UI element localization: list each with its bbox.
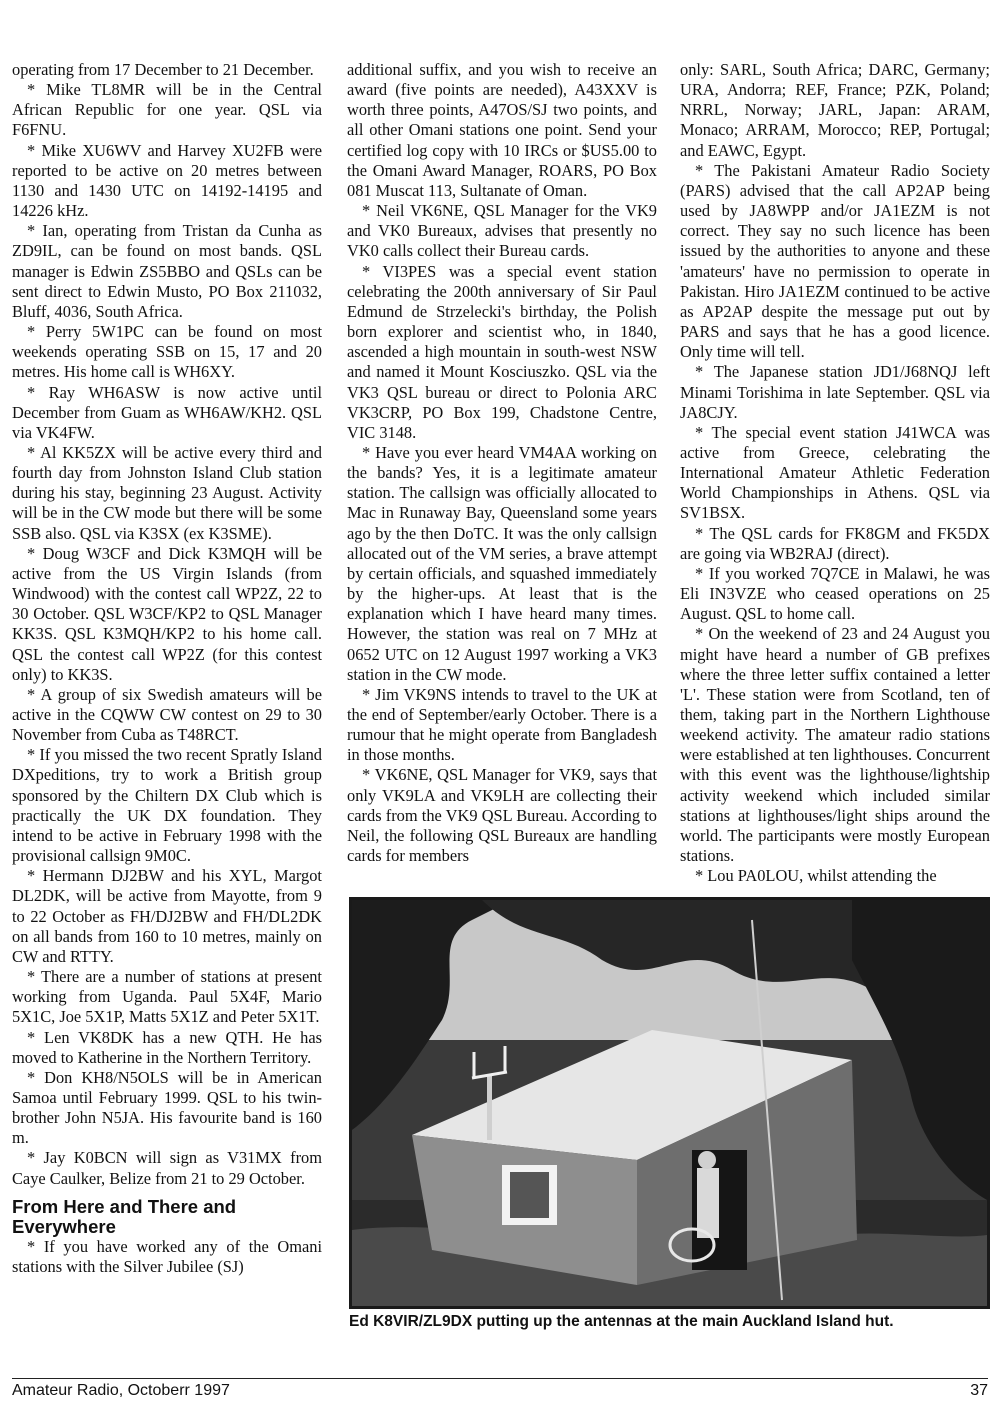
paragraph: * Perry 5W1PC can be found on most weekends operating SSB on 15, 17 and 20 metres. His home call is WH6XY. [12,322,322,382]
paragraph: * Mike TL8MR will be in the Central African Republic for one year. QSL via F6FNU. [12,80,322,140]
paragraph: * If you missed the two recent Spratly Island DXpeditions, try to work a British group sponsored by the Chiltern DX Club which is practically the UK DX foundation. They intend to be active in February 1998 with the provisional callsign 9M0C. [12,745,322,866]
paragraph: * Don KH8/N5OLS will be in American Samoa until February 1999. QSL to his twin-brother John N5JA. His favourite band is 160 m. [12,1067,322,1148]
text-column-3 [680,60,990,886]
paragraph: * Jay K0BCN will sign as V31MX from Caye Caulker, Belize from 21 to 29 October. [12,1148,322,1188]
paragraph: * The Japanese station JD1/J68NQJ left Minami Torishima in late September. QSL via JA8CJY. [680,362,990,422]
paragraph: * Ray WH6ASW is now active until December from Guam as WH6AW/KH2. QSL via VK4FW. [12,382,322,442]
footer-publication: Amateur Radio, Octoberr 1997 [12,1382,230,1399]
paragraph: only: SARL, South Africa; DARC, Germany; URA, Andorra; REF, France; PZK, Poland; NRRL, Norway; JARL, Japan: ARAM, Monaco; ARRAM, Morocco; REP, Portugal; and EAWC, Egypt. [680,60,990,160]
section-heading: From Here and There and Everywhere [12,1195,237,1237]
paragraph: * Lou PA0LOU, whilst attending the [695,866,937,886]
text-column-1 [12,60,322,1277]
paragraph: * If you have worked any of the Omani stations with the Silver Jubilee (SJ) [12,1236,322,1276]
paragraph: * Al KK5ZX will be active every third and fourth day from Johnston Island Club station during his stay, beginning 23 August. Activity will be in the CW mode but there will be some SSB also. QSL via K3SX (ex K3SME). [12,442,322,543]
hut-photo-illustration [352,900,987,1306]
paragraph: * VK6NE, QSL Manager for VK9, says that only VK9LA and VK9LH are collecting their cards from the VK9 QSL Bureau. According to Neil, the following QSL Bureaux are handling cards for members [347,765,657,866]
paragraph: * If you worked 7Q7CE in Malawi, he was Eli IN3VZE who ceased operations on 25 August. QSL to home call. [680,563,990,624]
paragraph: * On the weekend of 23 and 24 August you might have heard a number of GB prefixes where the three letter suffix contained a letter 'L'. These station were from Scotland, ten of them, taking part in the Northern Lighthouse weekend activity. The amateur radio stations were established at ten lighthouses. Concurrent with this event was the lighthouse/lightship activity weekend which included similar stations at lighthouses/light ships around the world. The participants were mostly European stations. [680,624,990,866]
paragraph: * The Pakistani Amateur Radio Society (PARS) advised that the call AP2AP being used by JA8WPP and/or JA1EZM is not correct. They say no such licence has been issued by the authorities to anyone and these 'amateurs' have no permission to operate in Pakistan. Hiro JA1EZM continued to be active as AP2AP despite the message put out by PARS and says that he has a good licence. Only time will tell. [680,160,990,362]
paragraph: * Mike XU6WV and Harvey XU2FB were reported to be active on 20 metres between 1130 and 1430 UTC on 14192-14195 and 14226 kHz. [12,140,322,221]
paragraph: * Neil VK6NE, QSL Manager for the VK9 and VK0 Bureaux, advises that presently no VK0 calls collect their Bureau cards. [347,201,657,261]
paragraph: * Doug W3CF and Dick K3MQH will be active from the US Virgin Islands (from Windwood) with the contest call WP2Z, 22 to 30 October. QSL W3CF/KP2 to QSL Manager KK3S. QSL K3MQH/KP2 to his home call. QSL the contest call WP2Z (for this contest only) to KK3S. [12,543,322,684]
paragraph: * There are a number of stations at present working from Uganda. Paul 5X4F, Mario 5X1C, Joe 5X1P, Matts 5X1Z and Peter 5X1T. [12,967,322,1027]
page-number: 37 [970,1382,988,1399]
text-column-2 [347,60,657,866]
paragraph: * Jim VK9NS intends to travel to the UK at the end of September/early October. There is a rumour that he might operate from Bangladesh in those months. [347,684,657,765]
footer-divider [12,1378,988,1379]
paragraph: * Hermann DJ2BW and his XYL, Margot DL2DK, will be active from Mayotte, from 9 to 22 October as FH/DJ2BW and FH/DL2DK on all bands from 160 to 10 metres, mainly on CW and RTTY. [12,866,322,966]
hut-photo [349,897,990,1309]
paragraph: * Have you ever heard VM4AA working on the bands? Yes, it is a legitimate amateur station. The callsign was officially allocated to Mac in Runaway Bay, Queensland some years ago by the then DoTC. It was the only callsign allocated out of the VM series, a brave attempt by certain officials, and squashed immediately by the higher-ups. At least that is the explanation which I have heard many times. However, the station was real on 7 MHz at 0652 UTC on 12 August 1997 working a VK3 station in the CW mode. [347,442,657,684]
paragraph: * A group of six Swedish amateurs will be active in the CQWW CW contest on 29 to 30 November from Cuba as T48RCT. [12,684,322,745]
photo-caption: Ed K8VIR/ZL9DX putting up the antennas at the main Auckland Island hut. [349,1313,894,1330]
paragraph: * Ian, operating from Tristan da Cunha as ZD9IL, can be found on most bands. QSL manager is Edwin ZS5BBO and QSLs can be sent direct to Edwin Musto, PO Box 211032, Bluff, 4036, South Africa. [12,221,322,321]
paragraph: * The QSL cards for FK8GM and FK5DX are going via WB2RAJ (direct). [680,523,990,563]
paragraph: * VI3PES was a special event station celebrating the 200th anniversary of Sir Paul Edmund de Strzelecki's birthday, the Polish born explorer and scientist who, in 1840, ascended a high mountain in south-west NSW and named it Mount Kosciuszko. QSL via the VK3 QSL bureau or direct to Polonia ARC VK3CRP, PO Box 199, Chadstone Centre, VIC 3148. [347,261,657,442]
paragraph: * The special event station J41WCA was active from Greece, celebrating the International Amateur Athletic Federation World Championships in Athens. QSL via SV1BSX. [680,422,990,523]
paragraph: * Len VK8DK has a new QTH. He has moved to Katherine in the Northern Territory. [12,1027,322,1067]
paragraph: operating from 17 December to 21 December. [12,60,314,79]
paragraph: additional suffix, and you wish to receive an award (five points are needed), A43XXV is worth three points, A47OS/SJ two points, and all other Omani stations one point. Send your certified log copy with 10 IRCs or $US5.00 to the Omani Award Manager, ROARS, PO Box 081 Muscat 113, Sultanate of Oman. [347,60,657,200]
